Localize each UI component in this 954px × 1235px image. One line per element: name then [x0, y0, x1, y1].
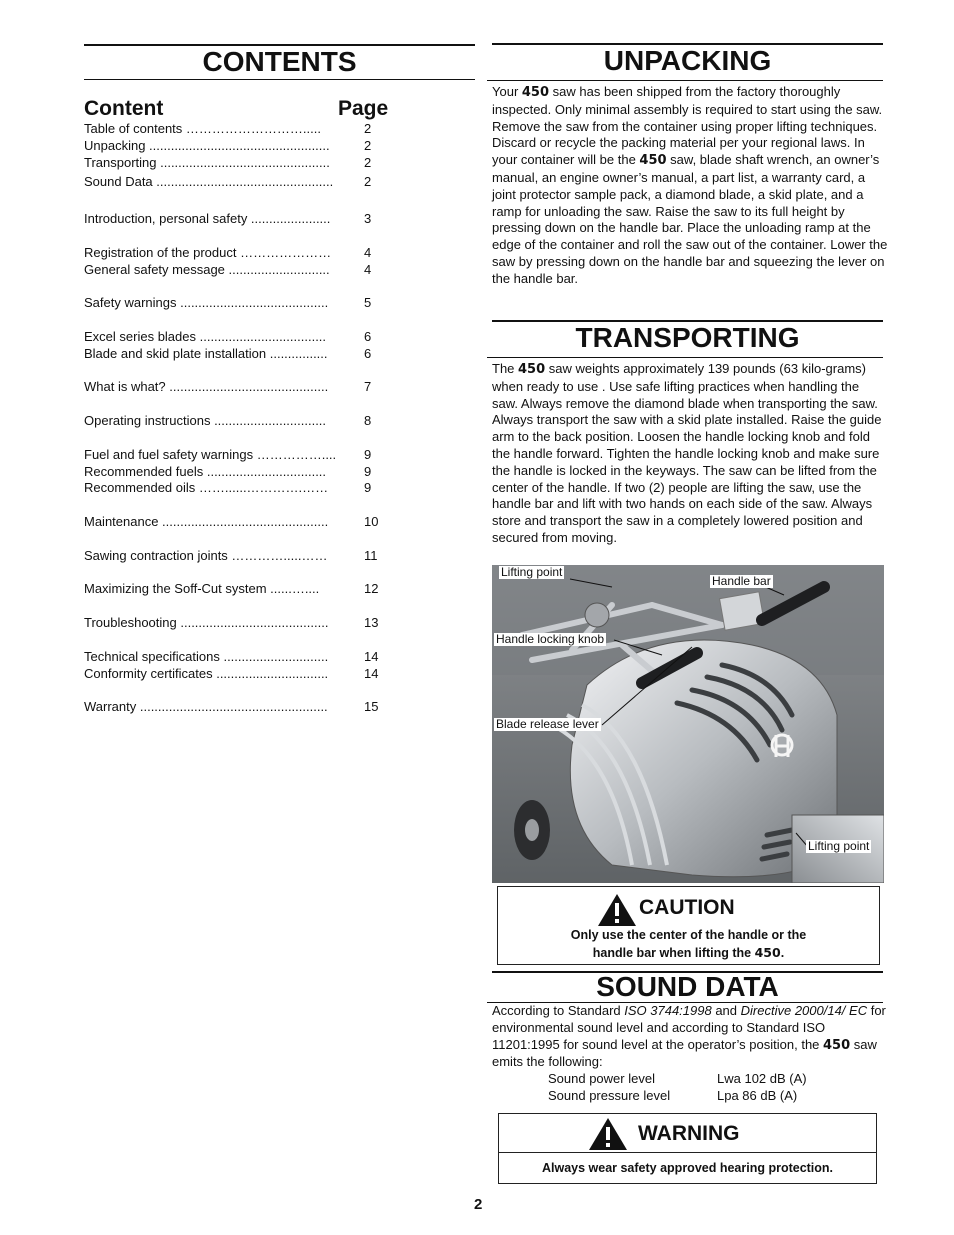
toc-entry-page: 8 — [364, 413, 372, 428]
toc-entry-title: Operating instructions ............................... — [84, 413, 327, 428]
toc-entry-title: Blade and skid plate installation ................ — [84, 346, 328, 361]
toc-entry-page: 6 — [364, 346, 372, 361]
unpacking-bottom-rule — [487, 80, 883, 81]
caution-heading: CAUTION — [639, 896, 735, 919]
toc-entry — [84, 666, 384, 682]
caution-text: Only use the center of the handle or the handle bar when lifting the 450. — [570, 928, 807, 960]
toc-entry-title: Introduction, personal safety ...................... — [84, 211, 331, 226]
sound-power-label: Sound power level — [548, 1071, 655, 1086]
callout-lifting-point-bottom: Lifting point — [808, 839, 870, 853]
toc-entry-title: Table of contents ………………………..... — [84, 121, 321, 136]
toc-entry — [84, 581, 384, 597]
sound-pressure-label: Sound pressure level — [548, 1088, 671, 1103]
toc-entry-title: Maintenance .............................................. — [84, 514, 329, 529]
toc-entry — [84, 155, 384, 171]
callout-handle-locking-knob: Handle locking knob — [496, 632, 605, 646]
transporting-paragraph: The 450 saw weights approximately 139 pounds (63 kilo-grams) when ready to use . Use safe lifting practices when handling the saw. Always remove the diamond blade when transporting the saw. Always transport the saw with a skid plate installed. Raise the guide arm to the back position. Loosen the handle locking knob and fold the handle forward. Tighten the handle locking knob and make sure the handle is locked in the keyways. The saw can be lifted from the center of the handle. If two (2) people are lifting the saw, use the handle bar and lift with two hands on each side of the saw. Always store and transport the saw in a completely lowered position and secured from moving. — [492, 361, 882, 545]
toc-entry — [84, 174, 384, 190]
toc-column-page: Page — [338, 97, 389, 120]
toc-entry-title: Recommended fuels ................................. — [84, 464, 327, 479]
transporting-bottom-rule — [487, 357, 883, 358]
sound-power-value: Lwa 102 dB (A) — [717, 1071, 807, 1086]
toc-entry-title: Excel series blades ................................... — [84, 329, 327, 344]
toc-entry — [84, 346, 384, 362]
saw-photo — [492, 565, 884, 883]
toc-column-content: Content — [84, 97, 164, 120]
toc-entry-page: 5 — [364, 295, 372, 310]
toc-entry-page: 2 — [364, 155, 372, 170]
toc-entry-page: 6 — [364, 329, 372, 344]
sound-title: SOUND DATA — [596, 971, 779, 1002]
caution-box — [497, 886, 880, 965]
model-number: 450 — [823, 1037, 851, 1053]
toc-entry-title: Sawing contraction joints ………….....…… — [84, 548, 328, 563]
toc-entry-page: 12 — [364, 581, 379, 596]
sound-paragraph: According to Standard ISO 3744:1998 and Directive 2000/14/ EC for environmental sound level and according to Standard ISO 11201:1995 for sound level at the operator’s position, the 450 saw emits the following: — [492, 1003, 886, 1070]
sound-pressure-value: Lpa 86 dB (A) — [717, 1088, 798, 1103]
warning-box — [498, 1113, 877, 1184]
toc-entry-page: 4 — [364, 262, 372, 277]
toc-entry-title: Troubleshooting ......................................... — [84, 615, 329, 630]
transporting-title: TRANSPORTING — [575, 322, 800, 353]
toc-entry-page: 9 — [364, 447, 372, 462]
toc-entry — [84, 480, 384, 496]
toc-entry-page: 9 — [364, 480, 372, 495]
toc-entry — [84, 329, 384, 345]
warning-triangle-icon — [597, 893, 637, 927]
toc-entry-title: Fuel and fuel safety warnings …………….... — [84, 447, 337, 462]
contents-title: CONTENTS — [202, 46, 357, 77]
toc-entry-title: Transporting ............................................... — [84, 155, 330, 170]
toc-entry — [84, 413, 384, 429]
toc-entry — [84, 649, 384, 665]
toc-entry-page: 2 — [364, 174, 372, 189]
toc-entry — [84, 121, 384, 137]
toc-entry-title: Technical specifications ............................. — [84, 649, 329, 664]
toc-entry-page: 9 — [364, 464, 372, 479]
toc-entry-title: Safety warnings ......................................... — [84, 295, 329, 310]
toc-entry-title: Unpacking .................................................. — [84, 138, 330, 153]
warning-triangle-icon — [588, 1117, 628, 1151]
toc-entry-title: Sound Data ................................................. — [84, 174, 334, 189]
toc-entry — [84, 447, 384, 463]
toc-entry — [84, 548, 384, 564]
warning-text: Always wear safety approved hearing protection. — [541, 1161, 834, 1175]
toc-entry — [84, 138, 384, 154]
toc-entry — [84, 245, 384, 261]
toc-entry-page: 13 — [364, 615, 379, 630]
toc-entry — [84, 615, 384, 631]
toc-entry-page: 10 — [364, 514, 379, 529]
toc-entry-title: Maximizing the Soff-Cut system ......….... — [84, 581, 320, 596]
model-number: 450 — [518, 362, 546, 377]
toc-entry-page: 7 — [364, 379, 372, 394]
callout-blade-release-lever: Blade release lever — [496, 717, 599, 731]
toc-entry — [84, 699, 384, 715]
callout-lifting-point-top: Lifting point — [501, 565, 563, 579]
toc-entry-title: Registration of the product ………………… — [84, 245, 332, 260]
toc-entry — [84, 295, 384, 311]
toc-entry-page: 4 — [364, 245, 372, 260]
unpacking-paragraph: Your 450 saw has been shipped from the factory thoroughly inspected. Only minimal assembly is required to start using the saw. Remove the saw from the container using proper lifting techniques. Discard or recycle the packing material per your regional laws. In your container will be the 450 saw, blade shaft wrench, an owner’s manual, an engine owner’s manual, a part list, a warranty card, a joint protector sample pack, a diamond blade, a skid plate, and a ramp for unloading the saw. Raise the saw to its full height by pressing down on the handle bar. Place the unloading ramp at the edge of the container and roll the saw out of the container. Lower the saw by pressing down on the handle bar and squeezing the lever on the handle bar. — [492, 84, 888, 286]
page-number: 2 — [474, 1196, 483, 1213]
toc-entry-page: 3 — [364, 211, 372, 226]
toc-entry-title: What is what? ............................................ — [84, 379, 329, 394]
toc-entry — [84, 211, 384, 227]
model-number: 450 — [639, 153, 667, 169]
toc-entry-page: 11 — [364, 548, 378, 563]
toc-entry-title: Conformity certificates ............................... — [84, 666, 329, 681]
toc-entry-page: 14 — [364, 649, 379, 664]
toc-entry-page: 2 — [364, 138, 372, 153]
toc-entry-title: Warranty .................................................... — [84, 699, 328, 714]
toc-entry — [84, 514, 384, 530]
model-number: 450 — [521, 85, 550, 100]
toc-entry-title: General safety message ............................ — [84, 262, 330, 277]
contents-bottom-rule — [84, 79, 475, 80]
warning-heading: WARNING — [638, 1122, 740, 1145]
toc-entry — [84, 464, 384, 480]
toc-entry-page: 15 — [364, 699, 379, 714]
toc-entry-page: 2 — [364, 121, 372, 136]
toc-entry — [84, 379, 384, 395]
callout-handle-bar: Handle bar — [712, 574, 771, 588]
toc-entry-page: 14 — [364, 666, 379, 681]
unpacking-title: UNPACKING — [603, 45, 772, 76]
toc-entry-title: Recommended oils ……......………….…… — [84, 480, 329, 495]
warning-divider — [499, 1152, 876, 1153]
toc-entry — [84, 262, 384, 278]
